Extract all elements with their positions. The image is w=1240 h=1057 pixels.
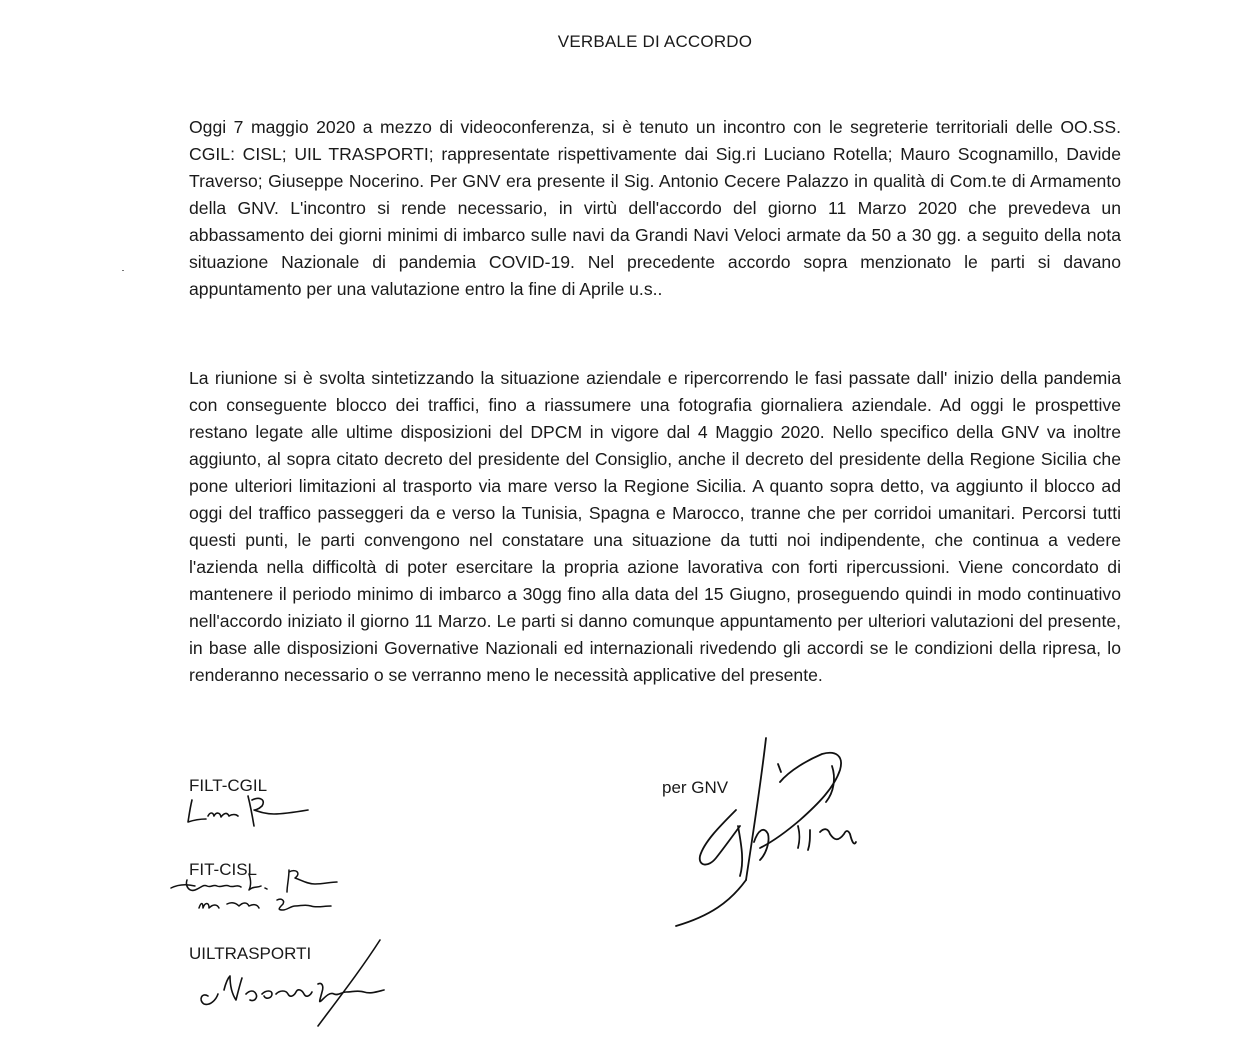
paragraph-2: La riunione si è svolta sintetizzando la situazione aziendale e ripercorrendo le fasi passate dall' inizio della pandemia con conseguente blocco dei traffici, fino a riassumere una fotografia giornaliera aziendale. Ad oggi le prospettive restano legate alle ultime disposizioni del DPCM in vigore dal 4 Maggio 2020. Nello specifico della GNV va inoltre aggiunto, al sopra citato decreto del presidente del Consiglio, anche il decreto del presidente della Regione Sicilia che pone ulteriori limitazioni al trasporto via mare verso la Regione Sicilia. A quanto sopra detto, va aggiunto il blocco ad oggi del traffico passeggeri da e verso la Tunisia, Spagna e Marocco, tranne che per corridoi umanitari. Percorsi tutti questi punti, le parti convengono nel constatare una situazione da tutti noi indipendente, che continua a vedere l'azienda nella difficoltà di poter esercitare la propria azione lavorativa con forti ripercussioni. Viene concordato di mantenere il periodo minimo di imbarco a 30gg fino alla data del 15 Giugno, proseguendo quindi in modo continuativo nell'accordo iniziato il giorno 11 Marzo. Le parti si danno comunque appuntamento per ulteriori valutazioni del presente, in base alle disposizioni Governative Nazionali ed internazionali rivedendo gli accordi se le condizioni della ripresa, lo renderanno necessario o se verranno meno le necessità applicative del presente. — [189, 368, 1121, 685]
signature-label-gnv: per GNV — [662, 778, 729, 797]
signature-label-uiltrasporti: UILTRASPORTI — [189, 944, 312, 963]
signature-label-filt-cgil: FILT-CGIL — [189, 776, 268, 795]
signature-filt-cgil — [180, 792, 320, 832]
signature-uiltrasporti — [192, 934, 402, 1034]
signature-fit-cisl — [165, 862, 365, 922]
document-title: VERBALE DI ACCORDO — [557, 32, 753, 51]
signature-gnv — [650, 730, 870, 930]
scan-speck — [122, 270, 124, 271]
signature-label-fit-cisl: FIT-CISL — [189, 860, 258, 879]
paragraph-1: Oggi 7 maggio 2020 a mezzo di videoconferenza, si è tenuto un incontro con le segreterie territoriali delle OO.SS. CGIL: CISL; UIL TRASPORTI; rappresentate rispettivamente dai Sig.ri Luciano Rotella; Mauro Scognamillo, Davide Traverso; Giuseppe Nocerino. Per GNV era presente il Sig. Antonio Cecere Palazzo in qualità di Com.te di Armamento della GNV. L'incontro si rende necessario, in virtù dell'accordo del giorno 11 Marzo 2020 che prevedeva un abbassamento dei giorni minimi di imbarco sulle navi da Grandi Navi Veloci armate da 50 a 30 gg. a seguito della nota situazione Nazionale di pandemia COVID-19. Nel precedente accordo sopra menzionato le parti si davano appuntamento per una valutazione entro la fine di Aprile u.s.. — [189, 117, 1121, 299]
